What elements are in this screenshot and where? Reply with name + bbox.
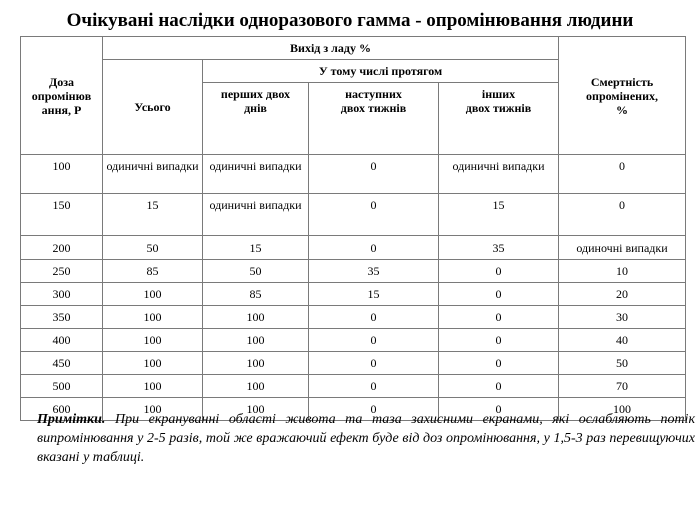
page-title: Очікувані наслідки одноразового гамма - опромінювання людини xyxy=(66,10,634,31)
cell-next: 0 xyxy=(309,194,439,236)
cell-total: 100 xyxy=(103,306,203,329)
cell-first: 50 xyxy=(203,260,309,283)
cell-next: 0 xyxy=(309,155,439,194)
cell-dose: 400 xyxy=(21,329,103,352)
cell-mortality: 0 xyxy=(559,155,686,194)
cell-other: 0 xyxy=(439,329,559,352)
cell-other: 0 xyxy=(439,306,559,329)
table-row xyxy=(21,194,686,236)
cell-dose: 600 xyxy=(21,398,103,421)
header-other-two-weeks: інших двох тижнів xyxy=(439,83,559,155)
cell-first: 100 xyxy=(203,352,309,375)
cell-dose: 300 xyxy=(21,283,103,306)
cell-dose: 100 xyxy=(21,155,103,194)
table-row xyxy=(21,260,686,283)
cell-mortality: 70 xyxy=(559,375,686,398)
cell-dose: 450 xyxy=(21,352,103,375)
cell-mortality: 20 xyxy=(559,283,686,306)
header-dose: Доза опромінюв ання, Р xyxy=(21,37,103,155)
cell-dose: 250 xyxy=(21,260,103,283)
radiation-effects-table xyxy=(20,36,686,421)
cell-total: 100 xyxy=(103,398,203,421)
cell-first: 100 xyxy=(203,306,309,329)
header-first-two-days: перших двох днів xyxy=(203,83,309,155)
cell-next: 0 xyxy=(309,329,439,352)
cell-first: 85 xyxy=(203,283,309,306)
cell-total: 100 xyxy=(103,375,203,398)
cell-first: 100 xyxy=(203,329,309,352)
cell-next: 15 xyxy=(309,283,439,306)
cell-other: 0 xyxy=(439,260,559,283)
cell-mortality: 0 xyxy=(559,194,686,236)
footnote xyxy=(37,410,695,467)
cell-other: 15 xyxy=(439,194,559,236)
header-total: Усього xyxy=(103,60,203,155)
cell-other: 35 xyxy=(439,236,559,260)
header-disabled: Вихід з ладу % xyxy=(103,37,559,60)
table-row xyxy=(21,236,686,260)
cell-mortality: 100 xyxy=(559,398,686,421)
footnote-label: Примітки. xyxy=(37,412,106,427)
cell-next: 0 xyxy=(309,306,439,329)
table-row xyxy=(21,375,686,398)
cell-first: одиничні випадки xyxy=(203,155,309,194)
cell-next: 0 xyxy=(309,375,439,398)
header-next-two-weeks: наступних двох тижнів xyxy=(309,83,439,155)
cell-other: 0 xyxy=(439,352,559,375)
table-row xyxy=(21,329,686,352)
cell-next: 0 xyxy=(309,352,439,375)
cell-total: 85 xyxy=(103,260,203,283)
header-including: У тому числі протягом xyxy=(203,60,559,83)
cell-mortality: 40 xyxy=(559,329,686,352)
cell-mortality: 50 xyxy=(559,352,686,375)
cell-other: 0 xyxy=(439,375,559,398)
cell-dose: 350 xyxy=(21,306,103,329)
cell-dose: 150 xyxy=(21,194,103,236)
cell-total: 100 xyxy=(103,283,203,306)
table-row xyxy=(21,155,686,194)
cell-dose: 500 xyxy=(21,375,103,398)
cell-dose: 200 xyxy=(21,236,103,260)
cell-next: 0 xyxy=(309,236,439,260)
table-row xyxy=(21,352,686,375)
cell-next: 35 xyxy=(309,260,439,283)
cell-other: 0 xyxy=(439,398,559,421)
header-mortality: Смертність опромінених, % xyxy=(559,37,686,155)
cell-total: 50 xyxy=(103,236,203,260)
cell-next: 0 xyxy=(309,398,439,421)
cell-first: 100 xyxy=(203,375,309,398)
cell-total: 15 xyxy=(103,194,203,236)
cell-other: одиничні випадки xyxy=(439,155,559,194)
cell-total: одиничні випадки xyxy=(103,155,203,194)
footnote-text: При екрануванні області живота та таза захисними екранами, які ослабляють потік випромінювання у 2-5 разів, той же вражаючий ефект буде від доз опромінювання, у 1,5-3 раз перевищуючих вказані у таблиці. xyxy=(37,412,695,465)
cell-first: 100 xyxy=(203,398,309,421)
cell-other: 0 xyxy=(439,283,559,306)
cell-mortality: 30 xyxy=(559,306,686,329)
cell-first: 15 xyxy=(203,236,309,260)
cell-mortality: 10 xyxy=(559,260,686,283)
cell-total: 100 xyxy=(103,329,203,352)
cell-total: 100 xyxy=(103,352,203,375)
cell-first: одиничні випадки xyxy=(203,194,309,236)
cell-mortality: одиночні випадки xyxy=(559,236,686,260)
table-row xyxy=(21,306,686,329)
table-row xyxy=(21,283,686,306)
